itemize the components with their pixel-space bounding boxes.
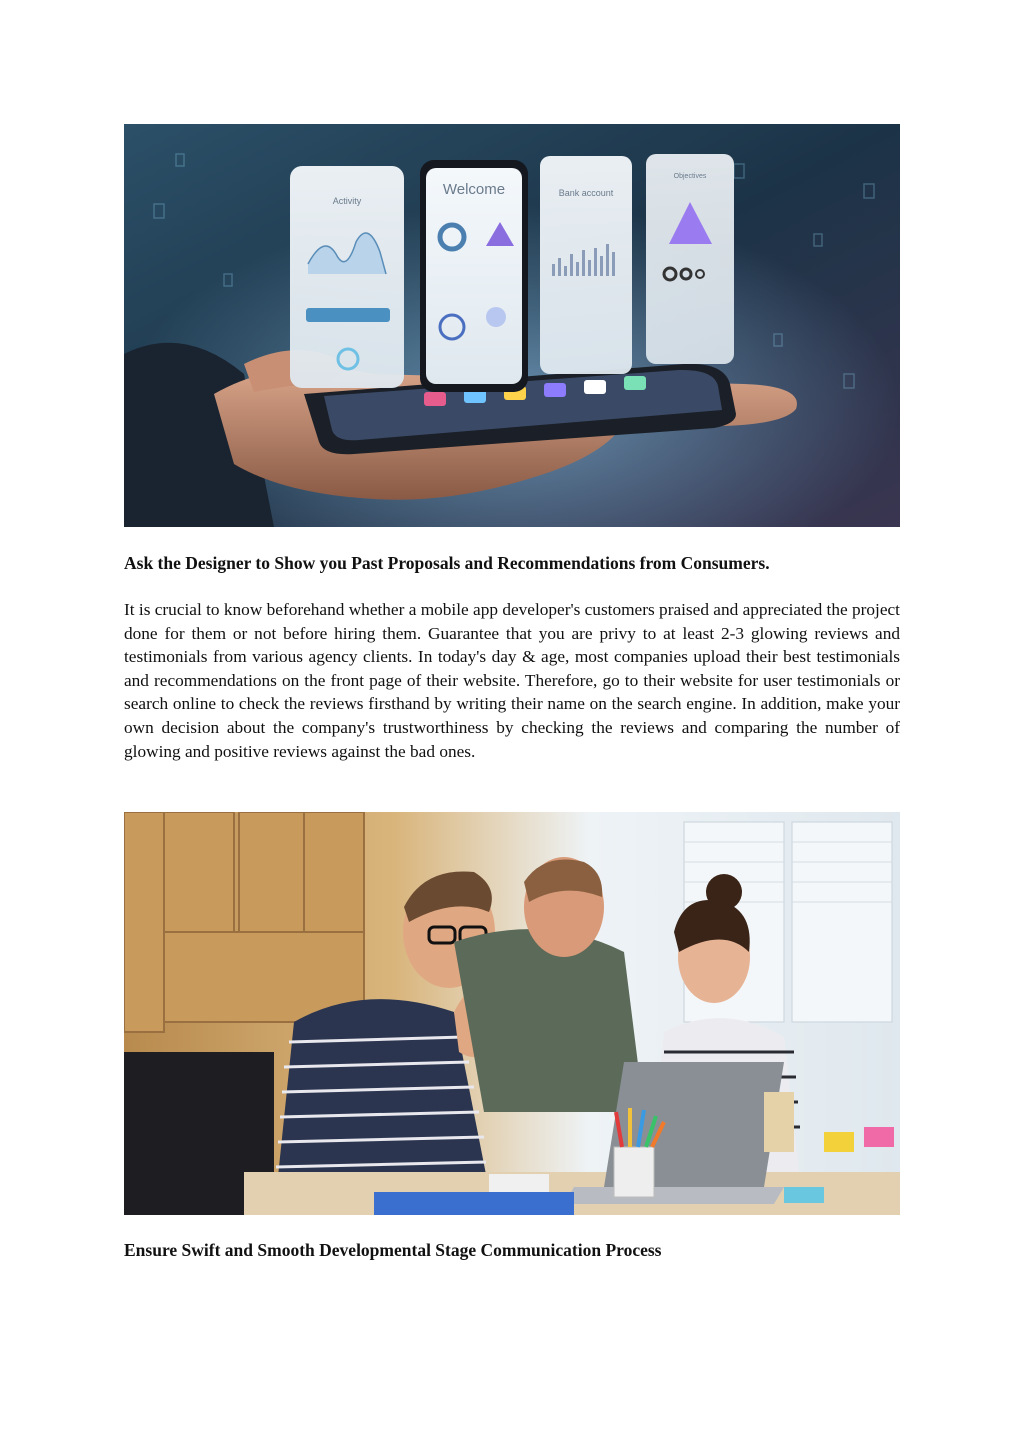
team-meeting-illustration [124, 812, 900, 1215]
bank-screen-title: Bank account [558, 188, 614, 198]
body-paragraph-reviews: It is crucial to know beforehand whether a mobile app developer's customers praised and appreciated the project done for them or not before hiring them. Guarantee that you are privy to at least 2-3 glowing reviews and testimonials from various agency clients. In today's day & age, most companies upload their best testimonials and recommendations on the front page of their website. Therefore, go to their website for user testimonials or search online to check the reviews firsthand by writing their name on the search engine. In addition, make your own decision about the company's trustworthiness by checking the reviews and comparing the number of glowing and positive reviews against the bad ones. [124, 600, 900, 761]
welcome-screen-title: Welcome [442, 181, 506, 198]
hero-image-app-screens [124, 124, 900, 527]
app-screens-illustration [124, 124, 900, 527]
section-heading-communication: Ensure Swift and Smooth Developmental Stage Communication Process [124, 1240, 662, 1260]
activity-screen-title: Activity [332, 196, 362, 206]
team-photo-laptop [124, 812, 900, 1215]
section-heading-past-proposals: Ask the Designer to Show you Past Proposals and Recommendations from Consumers. [124, 553, 770, 573]
objectives-screen-title: Objectives [673, 173, 707, 180]
